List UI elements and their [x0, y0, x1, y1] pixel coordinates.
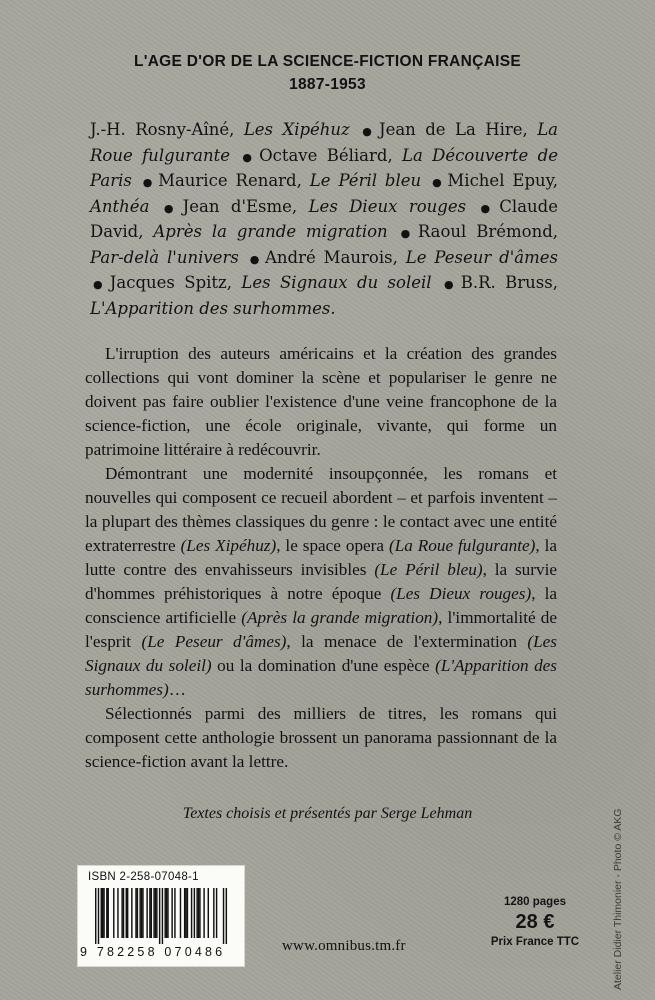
blurb-paragraph-1: L'irruption des auteurs américains et la création des grandes collections qui vont dominer la scène et populariser le genre ne doivent pas faire oublier l'existence d'une veine francophone de la science-fiction, une école originale, vivante, qui forme un patrimoine littéraire à redécouvrir. [85, 344, 557, 459]
barcode-bar [141, 888, 142, 938]
contents-author: J.-H. Rosny-Aîné, [90, 120, 244, 139]
barcode-bar [135, 888, 136, 938]
barcode-bar [155, 888, 156, 938]
barcode-bar [162, 888, 163, 944]
blurb-text: , la survie d'hommes préhistoriques à notre époque [85, 560, 557, 603]
isbn-number: ISBN 2-258-07048-1 [88, 871, 199, 883]
publisher-website: www.omnibus.tm.fr [282, 938, 406, 954]
blurb-title-ref: (Les Xipéhuz) [180, 536, 277, 555]
contents-author: Maurice Renard, [158, 171, 310, 190]
bullet-separator: ● [432, 176, 445, 189]
price: 28 € [515, 911, 555, 933]
bullet-separator: ● [249, 252, 262, 266]
editor-credit: Textes choisis et présentés par Serge Lehman [182, 805, 473, 822]
barcode-bar [127, 888, 128, 938]
barcode-bar [102, 888, 103, 938]
bullet-separator: ● [443, 278, 458, 291]
blurb-text: , la conscience artificielle [85, 584, 557, 627]
barcode-bar [123, 888, 124, 938]
barcode-bar [153, 888, 154, 938]
barcode-bar [167, 888, 168, 938]
bullet-separator: ● [362, 125, 376, 138]
barcode-bar [149, 888, 150, 938]
barcode-bar [198, 888, 199, 938]
contents-author: Michel Epuy, [447, 171, 559, 190]
barcode-bar [185, 888, 186, 938]
photo-credit: Atelier Didier Thimonier - Photo © AKG [612, 808, 624, 990]
barcode-bar [191, 888, 192, 938]
contents-author: Raoul Brémond, [417, 222, 559, 241]
barcode-bar [108, 888, 109, 938]
bullet-separator: ● [142, 176, 156, 189]
contents-title: Le Péril bleu [309, 171, 422, 190]
barcode-bar [226, 888, 227, 944]
contents-author: B.R. Bruss, [460, 273, 558, 292]
contents-title: La Roue fulgurante [90, 120, 558, 165]
contents-author: Octave Béliard, [259, 145, 403, 165]
barcode-bar [203, 888, 204, 938]
barcode-bar [139, 888, 140, 938]
barcode-bar [106, 888, 107, 938]
barcode-bar [184, 888, 185, 938]
contents-author: Jean de La Hire, [378, 120, 538, 139]
blurb-title-ref: (La Roue fulgurante) [388, 536, 536, 555]
bullet-separator: ● [163, 201, 180, 215]
contents-title: Les Xipéhuz [243, 120, 350, 139]
blurb-text: , le space opera [276, 536, 389, 555]
barcode-label [77, 865, 245, 967]
contents-author: André Maurois, [265, 247, 406, 267]
barcode-bar [187, 888, 188, 938]
barcode-bar [101, 888, 102, 938]
barcode-bar [174, 888, 175, 938]
contents-title: L'Apparition des surhommes. [90, 298, 336, 318]
contents-author: Jacques Spitz, [109, 273, 242, 292]
barcode-bar [180, 888, 181, 938]
barcode-bar [156, 888, 157, 938]
barcode-bar [223, 888, 224, 944]
blurb-title-ref: (L'Apparition des surhommes) [85, 656, 557, 699]
blurb-text: ou la domination d'une espèce [211, 656, 436, 675]
contents-title: Par-delà l'univers [90, 247, 239, 267]
barcode-bar [171, 888, 172, 938]
collection-heading [0, 50, 655, 96]
blurb-title-ref: (Le Péril bleu) [374, 560, 483, 579]
contents-title: Après la grande migration [153, 222, 388, 241]
barcode-bar [98, 888, 99, 944]
contents-title: Les Dieux rouges [308, 196, 467, 216]
contents-title: Le Peseur d'âmes [405, 247, 558, 267]
barcode-bar [142, 888, 143, 938]
barcode-bar [213, 888, 214, 938]
barcode-bar [131, 888, 132, 938]
contents-author: Jean d'Esme, [182, 196, 309, 216]
collection-dates: 1887-1953 [289, 76, 366, 93]
barcode-bar [126, 888, 127, 938]
blurb-title-ref: (Les Signaux du soleil) [85, 632, 557, 675]
ean-digits: 9 782258 070486 [80, 945, 226, 959]
bullet-separator: ● [480, 201, 497, 215]
barcode-bar [208, 888, 209, 938]
contents-author: Claude David, [90, 196, 558, 241]
collection-title: L'AGE D'OR DE LA SCIENCE-FICTION FRANÇAISE [133, 53, 522, 70]
barcode-bar [194, 888, 195, 938]
barcode-bar [117, 888, 118, 938]
back-cover-blurb [85, 342, 557, 774]
blurb-title-ref: (Le Peseur d'âmes) [141, 632, 287, 651]
barcode-bar [166, 888, 167, 938]
blurb-paragraph-3: Sélectionnés parmi des milliers de titres, les romans qui composent cette anthologie brossent un panorama passionnant de la science-fiction avant la lettre. [85, 704, 557, 771]
barcode-bar [164, 888, 165, 938]
blurb-text: , la menace de l'extermination [286, 632, 528, 651]
barcode-bar [121, 888, 122, 938]
barcode-bar [103, 888, 104, 938]
barcode-bar [113, 888, 114, 938]
price-note: Prix France TTC [490, 936, 580, 948]
blurb-title-ref: (Les Dieux rouges) [390, 584, 532, 603]
blurb-text: Démontrant une modernité insoupçonnée, les romans et nouvelles qui composent ce recueil abordent – et parfois inventent – la plupart des thèmes classiques du genre : le contact avec une entité extraterrestre [85, 464, 557, 555]
bullet-separator: ● [93, 278, 107, 291]
price-block [470, 895, 600, 949]
barcode-bar [95, 888, 96, 944]
barcode-bar [146, 888, 147, 938]
barcode-bar [199, 888, 200, 938]
blurb-text: , l'immortalité de l'esprit [85, 608, 557, 651]
bullet-separator: ● [400, 227, 415, 240]
barcode-bar [216, 888, 217, 938]
contents-title: La Découverte de Paris [90, 145, 558, 190]
contents-title: Anthéa [90, 196, 150, 216]
contents-title: Les Signaux du soleil [241, 273, 432, 292]
barcode-bar [196, 888, 197, 938]
blurb-paragraph-2 [85, 462, 557, 702]
barcode-bar [137, 888, 138, 938]
barcode-bar [159, 888, 160, 944]
blurb-text: , la lutte contre des envahisseurs invisibles [85, 536, 557, 579]
blurb-title-ref: (Après la grande migration) [241, 608, 439, 627]
blurb-text: … [168, 680, 186, 699]
barcode-bar [151, 888, 152, 938]
contents-list [90, 118, 558, 320]
bullet-separator: ● [242, 150, 257, 164]
page-count: 1280 pages [503, 896, 566, 908]
barcode-icon [86, 888, 236, 944]
